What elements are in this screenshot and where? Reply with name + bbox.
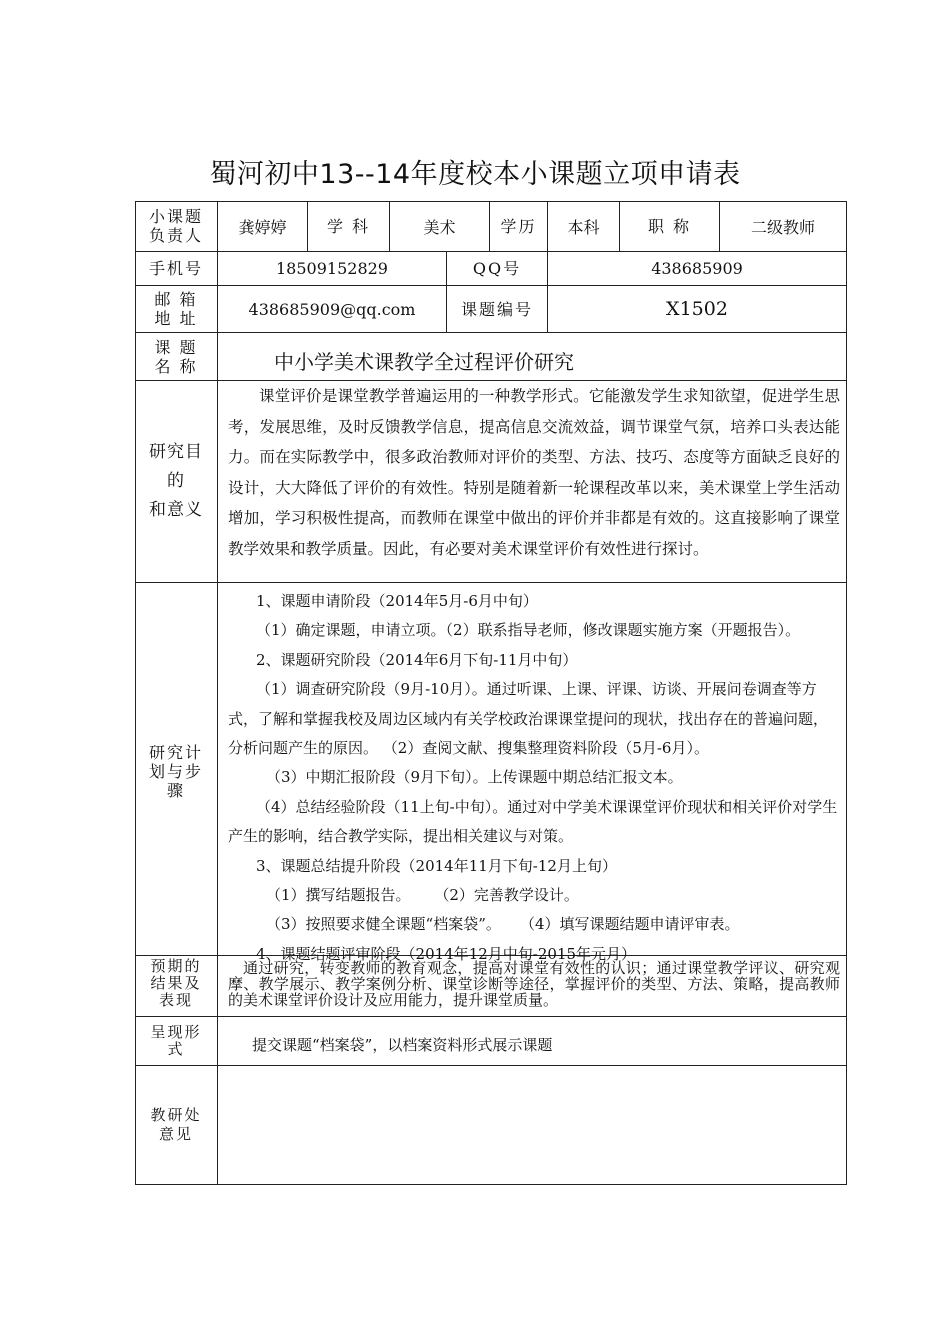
topic-name-label: 课 题 名 称	[154, 337, 198, 376]
code-value: X1502	[666, 298, 728, 320]
education-cell	[548, 201, 620, 252]
email-label-cell	[135, 286, 218, 333]
subject-cell	[390, 201, 490, 252]
page-title: 蜀河初中13--14年度校本小课题立项申请表	[209, 159, 741, 190]
education-label-cell	[490, 201, 548, 252]
topic-name-label-cell	[135, 333, 218, 381]
email-cell	[218, 286, 447, 333]
phone-value: 18509152829	[276, 259, 388, 278]
form-cell	[218, 1017, 847, 1066]
plan-line: 3、课题总结提升阶段（2014年11月下旬-12月上旬）	[256, 856, 617, 875]
plan-cell	[218, 583, 847, 963]
plan-label-cell	[135, 583, 218, 956]
plan-line: （3）按照要求健全课题“档案袋”。 （4）填写课题结题申请评审表。	[266, 915, 740, 934]
opinion-label-cell	[135, 1066, 218, 1185]
form-label-cell	[135, 1017, 218, 1066]
expected-label: 预期的 结果及 表现	[150, 957, 202, 1009]
qq-cell	[548, 252, 847, 286]
expected-label-cell	[135, 956, 218, 1017]
plan-line: 2、课题研究阶段（2014年6月下旬-11月中旬）	[256, 650, 578, 669]
rank-label-cell	[620, 201, 720, 252]
qq-value: 438685909	[651, 259, 743, 278]
phone-label-cell	[135, 252, 218, 286]
code-label: 课题编号	[460, 299, 533, 319]
form-text: 提交课题“档案袋”，以档案资料形式展示课题	[252, 1035, 553, 1054]
plan-line: （4）总结经验阶段（11上旬-中旬）。通过对中学美术课课堂评价现状和相关评价对学生产生的影响，结合教学实际，提出相关建议与对策。	[228, 797, 838, 846]
purpose-label-cell	[135, 381, 218, 583]
leader-label-cell	[135, 201, 218, 252]
plan-label: 研究计 划与步 骤	[148, 743, 203, 800]
qq-label: QQ号	[472, 259, 522, 278]
form-label: 呈现形 式	[150, 1023, 202, 1058]
leader-label: 小课题 负责人	[148, 207, 203, 245]
phone-label: 手机号	[148, 259, 203, 278]
rank-cell	[720, 201, 847, 252]
topic-name-value: 中小学美术课教学全过程评价研究	[274, 350, 574, 374]
purpose-label: 研究目 的 和意义	[149, 442, 203, 520]
leader-cell	[218, 201, 308, 252]
subject-value: 美术	[423, 217, 456, 237]
rank-label: 职 称	[647, 216, 692, 236]
plan-line: （1）撰写结题报告。 （2）完善教学设计。	[266, 886, 579, 905]
plan-line: 4、课题结题评审阶段（2014年12月中旬-2015年元月）	[256, 944, 637, 963]
opinion-cell	[218, 1066, 847, 1185]
qq-label-cell	[447, 252, 548, 286]
plan-line: （1）调查研究阶段（9月-10月）。通过听课、上课、评课、访谈、开展问卷调查等方式，了解和掌握我校及周边区域内有关学校政治课课堂提问的现状，找出存在的普遍问题，分析问题产生的原因。 （2）查阅文献、搜集整理资料阶段（5月-6月）。	[228, 680, 829, 758]
phone-cell	[218, 252, 447, 286]
topic-name-cell	[218, 333, 847, 381]
purpose-text: 课堂评价是课堂教学普遍运用的一种教学形式。它能激发学生求知欲望，促进学生思考，发展思维，及时反馈教学信息，提高信息交流效益，调节课堂气氛，培养口头表达能力。而在实际教学中，很多政治教师对评价的类型、方法、技巧、态度等方面缺乏良好的设计，大大降低了评价的有效性。特别是随着新一轮课程改革以来，美术课堂上学生活动增加，学习积极性提高，而教师在课堂中做出的评价并非都是有效的。这直接影响了课堂教学效果和教学质量。因此，有必要对美术课堂评价有效性进行探讨。	[228, 387, 840, 558]
plan-line: （1）确定课题，申请立项。（2）联系指导老师，修改课题实施方案（开题报告）。	[256, 621, 801, 640]
code-label-cell	[447, 286, 548, 333]
leader-value: 龚婷婷	[238, 217, 287, 237]
expected-text: 通过研究，转变教师的教育观念，提高对课堂有效性的认识；通过课堂教学评议、研究观摩、教学展示、教学案例分析、课堂诊断等途径，掌握评价的类型、方法、策略，提高教师的美术课堂评价设计及应用能力，提升课堂质量。	[228, 959, 840, 1009]
opinion-label: 教研处 意见	[150, 1106, 202, 1143]
email-label: 邮 箱 地 址	[154, 290, 198, 328]
education-value: 本科	[567, 217, 600, 237]
expected-cell	[218, 956, 847, 1017]
subject-label-cell	[308, 201, 390, 252]
code-cell	[548, 286, 847, 333]
plan-line: 1、课题申请阶段（2014年5月-6月中旬）	[256, 592, 538, 610]
plan-line: （3）中期汇报阶段（9月下旬）。上传课题中期总结汇报文本。	[266, 768, 683, 787]
rank-value: 二级教师	[750, 217, 815, 237]
subject-label: 学 科	[326, 216, 371, 236]
purpose-cell	[218, 381, 847, 583]
education-label: 学历	[500, 216, 537, 236]
email-value: 438685909@qq.com	[248, 299, 416, 319]
